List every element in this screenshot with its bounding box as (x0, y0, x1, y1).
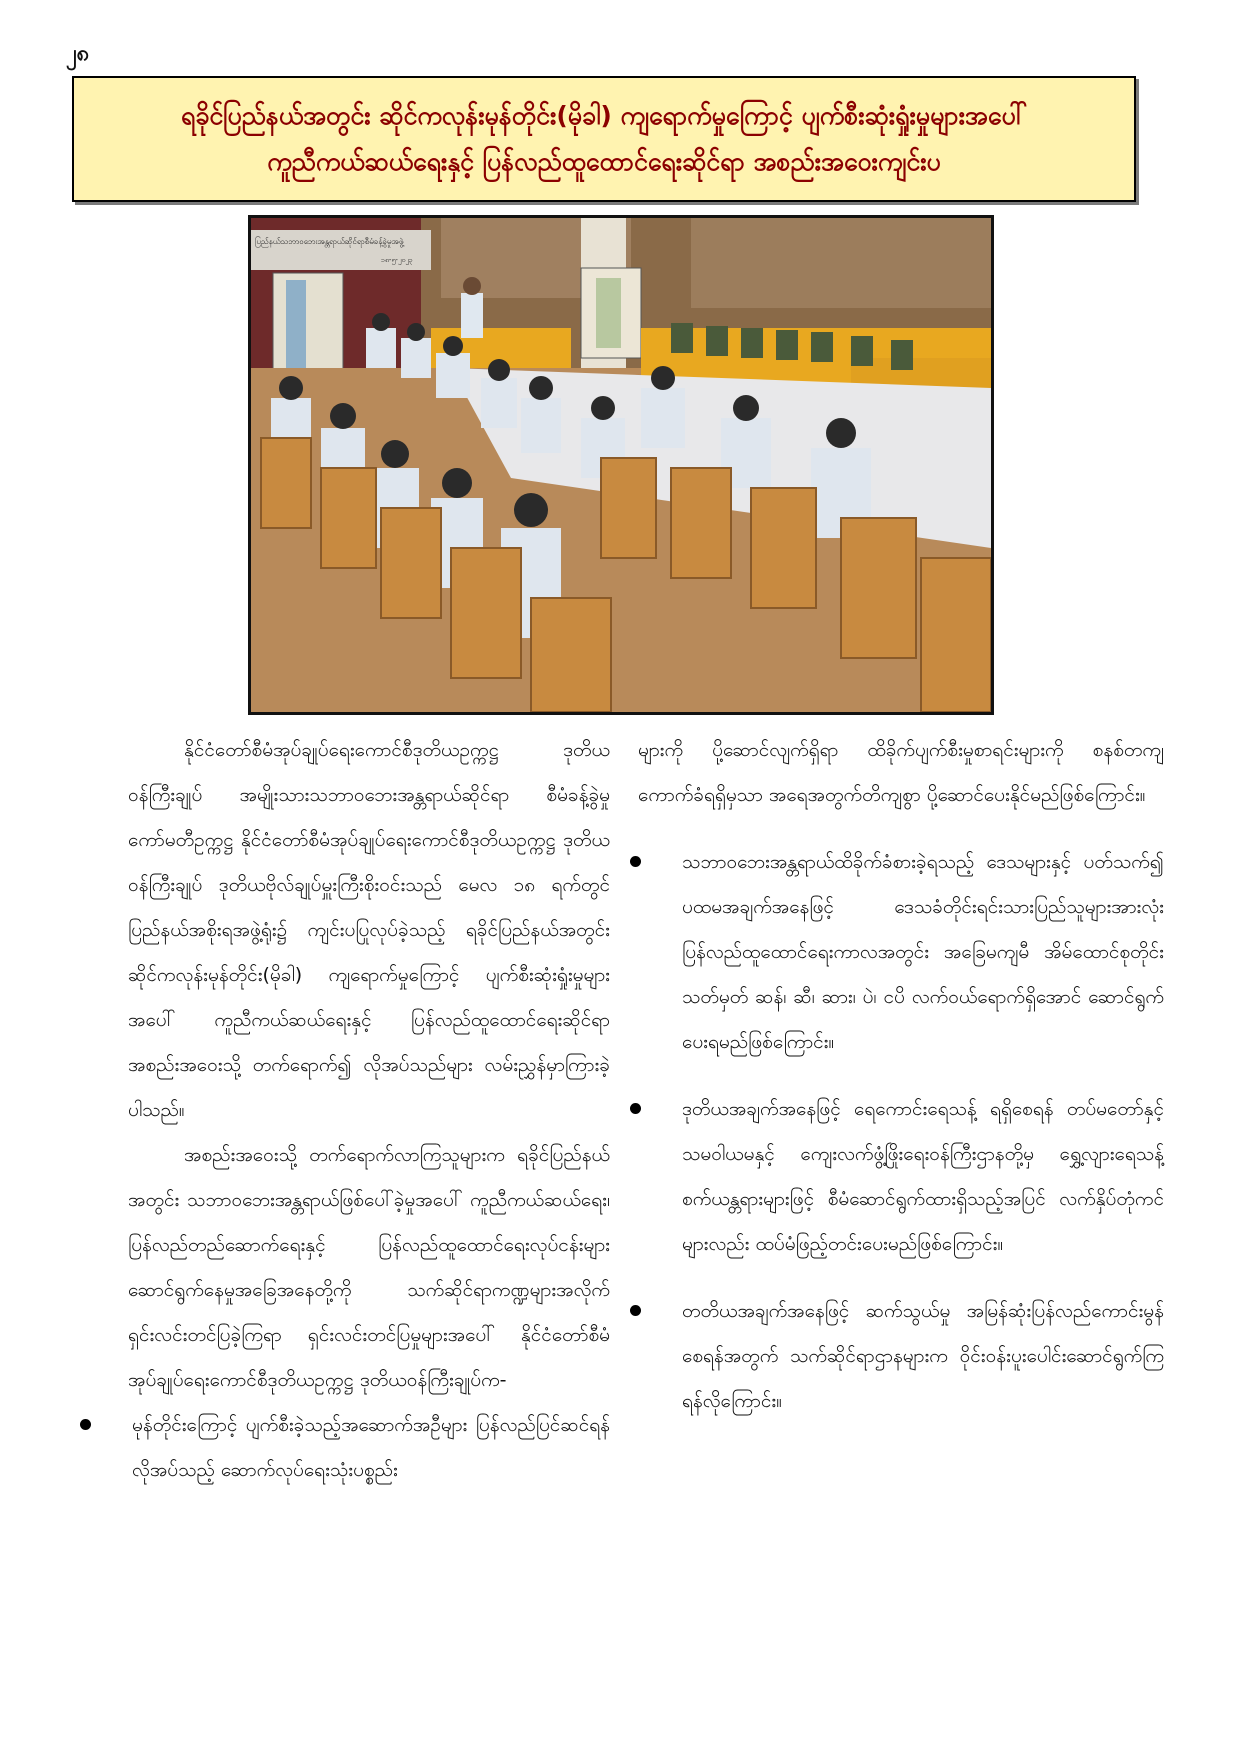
paragraph-1: နိုင်ငံတော်စီမံအုပ်ချုပ်ရေးကောင်စီဒုတိယဥက္ကဋ္ဌ ဒုတိယဝန်ကြီးချုပ် အမျိုးသားသဘာဝဘေးအန္တရာယ်ဆိုင်ရာ စီမံခန့်ခွဲမှုကော်မတီဥက္ကဋ္ဌ နိုင်ငံတော်စီမံအုပ်ချုပ်ရေးကောင်စီဒုတိယဥက္ကဋ္ဌ ဒုတိယဝန်ကြီးချုပ် ဒုတိယဗိုလ်ချုပ်မှူးကြီးစိုးဝင်းသည် မေလ ၁၈ ရက်တွင် ပြည်နယ်အစိုးရအဖွဲ့ရုံး၌ ကျင်းပပြုလုပ်ခဲ့သည့် ရခိုင်ပြည်နယ်အတွင်း ဆိုင်ကလုန်းမုန်တိုင်း(မိုခါ) ကျရောက်မှုကြောင့် ပျက်စီးဆုံးရှုံးမှုများအပေါ် ကူညီကယ်ဆယ်ရေးနှင့် ပြန်လည်ထူထောင်ရေးဆိုင်ရာ အစည်းအဝေးသို့ တက်ရောက်၍ လိုအပ်သည်များ လမ်းညွှန်မှာကြားခဲ့ပါသည်။ (128, 739, 610, 1121)
bullet-item-3-text: ဒုတိယအချက်အနေဖြင့် ရေကောင်းရေသန့် ရရှိစေရန် တပ်မတော်နှင့် သမဝါယမနှင့် ကျေးလက်ဖွံ့ဖြိုးရေးဝန်ကြီးဌာနတို့မှ ရွှေ့လျားရေသန့် စက်ယန္တရားများဖြင့် စီမံဆောင်ရွက်ထားရှိသည့်အပြင် လက်နှိပ်တုံကင်များလည်း ထပ်မံဖြည့်တင်းပေးမည်ဖြစ်ကြောင်း။ (682, 1098, 1164, 1255)
bullet-dot (630, 1305, 641, 1316)
bullet-item-2 (630, 840, 1164, 1065)
bullet-item-4 (630, 1289, 1164, 1424)
bullet-dot (630, 856, 641, 867)
left-column (128, 728, 610, 1493)
meeting-photo-illustration (251, 218, 991, 712)
right-column (638, 728, 1164, 1424)
bullet-item-1-continued: များကို ပို့ဆောင်လျက်ရှိရာ ထိခိုက်ပျက်စီးမှုစာရင်းများကို စနစ်တကျ ကောက်ခံရရှိမှသာ အရေအတွက်တိကျစွာ ပို့ဆောင်ပေးနိုင်မည်ဖြစ်ကြောင်း။ (638, 739, 1164, 806)
bullet-item-1-text: မုန်တိုင်းကြောင့် ပျက်စီးခဲ့သည့်အဆောက်အဦများ ပြန်လည်ပြင်ဆင်ရန် လိုအပ်သည့် ဆောက်လုပ်ရေးသုံးပစ္စည်း (132, 1414, 610, 1481)
bullet-item-4-text: တတိယအချက်အနေဖြင့် ဆက်သွယ်မှု အမြန်ဆုံးပြန်လည်ကောင်းမွန်စေရန်အတွက် သက်ဆိုင်ရာဌာနများက ဝိုင်းဝန်းပူးပေါင်းဆောင်ရွက်ကြရန်လိုကြောင်း။ (682, 1300, 1164, 1412)
page-number: ၂၈ (66, 41, 90, 66)
headline-line-2: ကူညီကယ်ဆယ်ရေးနှင့် ပြန်လည်ထူထောင်ရေးဆိုင်ရာ အစည်းအဝေးကျင်းပ (267, 147, 941, 176)
photo-banner-date: ၁၈-၅-၂၀၂၃ (381, 256, 413, 264)
headline-box (72, 76, 1136, 202)
bullet-item-3 (630, 1087, 1164, 1267)
headline-line-1: ရခိုင်ပြည်နယ်အတွင်း ဆိုင်ကလုန်းမုန်တိုင်း(မိုခါ) ကျရောက်မှုကြောင့် ပျက်စီးဆုံးရှုံးမှုများအပေါ် (180, 101, 1027, 130)
bullet-item-2-text: သဘာဝဘေးအန္တရာယ်ထိခိုက်ခံစားခဲ့ရသည့် ဒေသများနှင့် ပတ်သက်၍ ပထမအချက်အနေဖြင့် ဒေသခံတိုင်းရင်းသားပြည်သူများအားလုံး ပြန်လည်ထူထောင်ရေးကာလအတွင်း အခြေမကျမီ အိမ်ထောင်စုတိုင်း သတ်မှတ် ဆန်၊ ဆီ၊ ဆား၊ ပဲ၊ ငပိ လက်ဝယ်ရောက်ရှိအောင် ဆောင်ရွက်ပေးရမည်ဖြစ်ကြောင်း။ (682, 851, 1164, 1053)
meeting-photo (248, 215, 994, 715)
photo-banner-text: ပြည်နယ်သဘာဝဘေးအန္တရာယ်ဆိုင်ရာစီမံခန့်ခွဲမှုအဖွဲ့ (255, 237, 404, 246)
bullet-dot (80, 1419, 91, 1430)
bullet-dot (630, 1103, 641, 1114)
bullet-item-1 (80, 1403, 610, 1493)
paragraph-2: အစည်းအဝေးသို့ တက်ရောက်လာကြသူများက ရခိုင်ပြည်နယ်အတွင်း သဘာဝဘေးအန္တရာယ်ဖြစ်ပေါ်ခဲ့မှုအပေါ် ကူညီကယ်ဆယ်ရေး၊ ပြန်လည်တည်ဆောက်ရေးနှင့် ပြန်လည်ထူထောင်ရေးလုပ်ငန်းများ ဆောင်ရွက်နေမှုအခြေအနေတို့ကို သက်ဆိုင်ရာကဏ္ဍများအလိုက် ရှင်းလင်းတင်ပြခဲ့ကြရာ ရှင်းလင်းတင်ပြမှုများအပေါ် နိုင်ငံတော်စီမံအုပ်ချုပ်ရေးကောင်စီဒုတိယဥက္ကဋ္ဌ ဒုတိယဝန်ကြီးချုပ်က- (128, 1144, 610, 1391)
